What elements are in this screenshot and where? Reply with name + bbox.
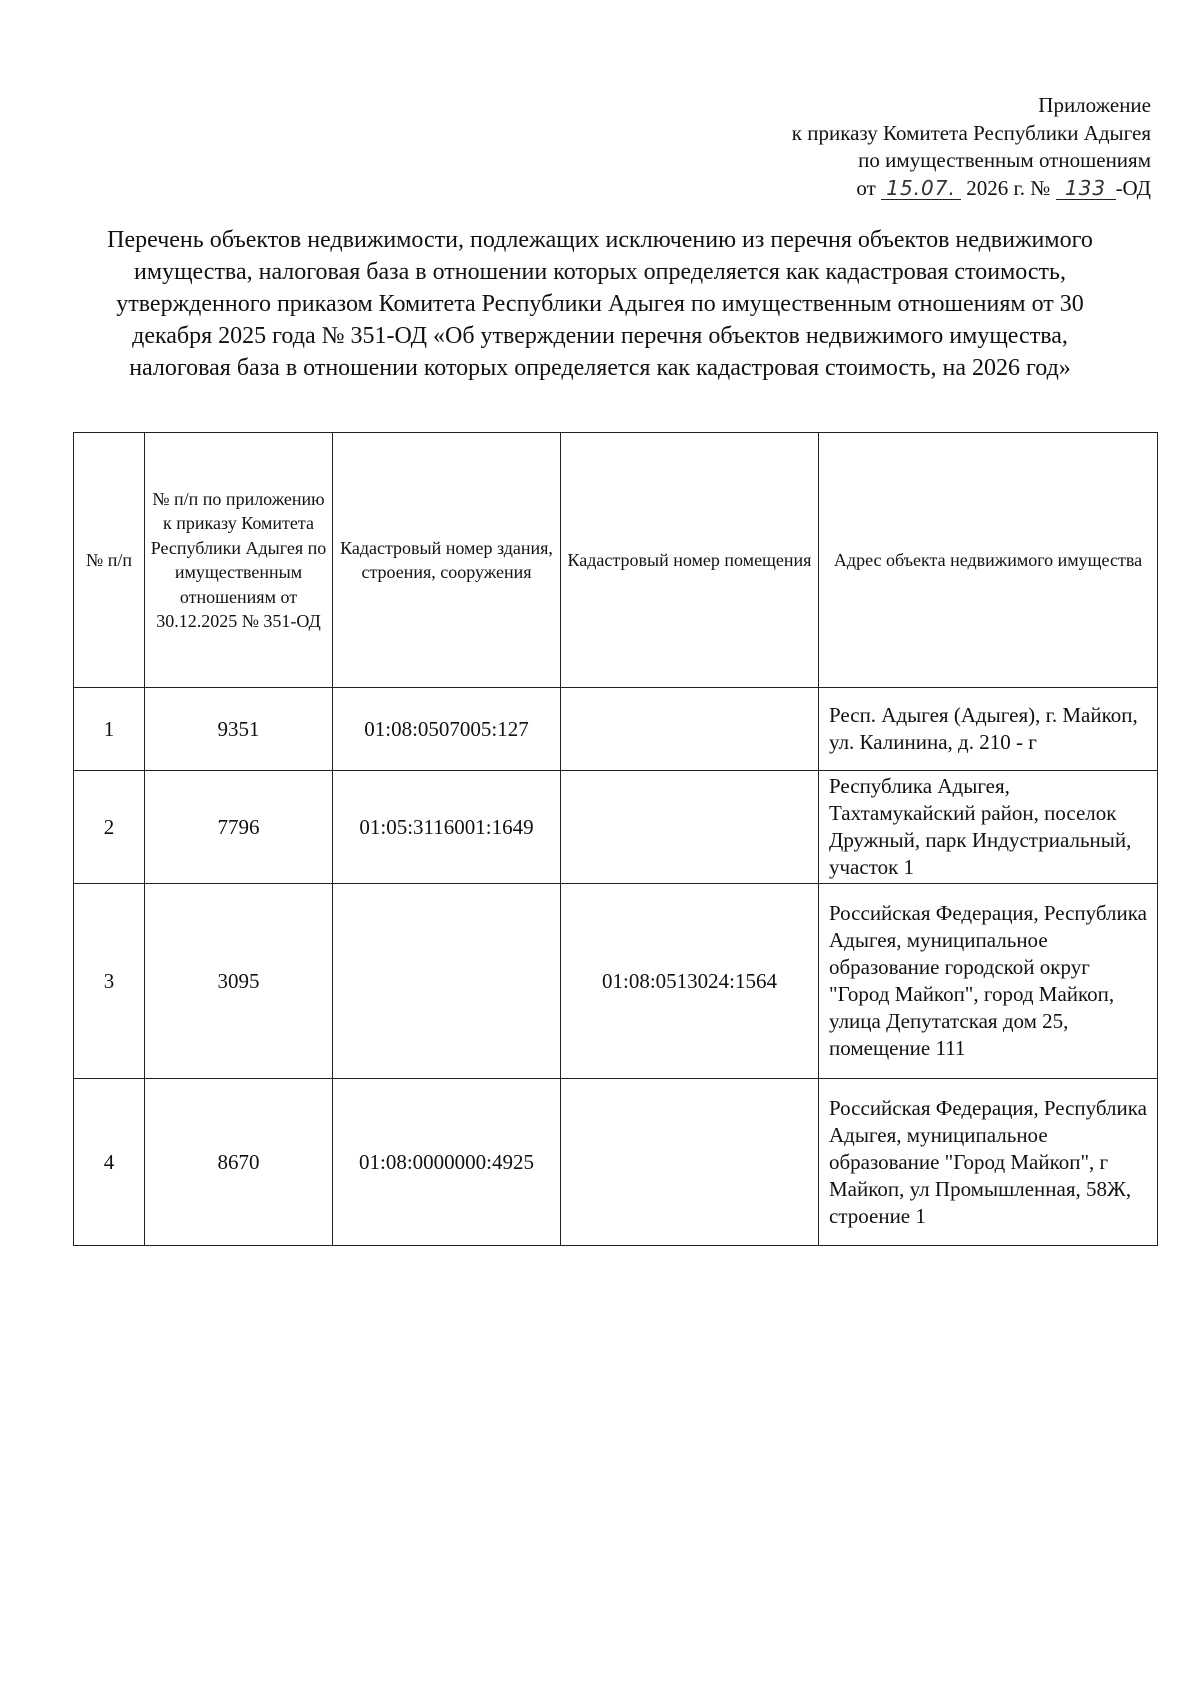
appendix-date-line: [631, 175, 1151, 203]
cell-appendix-number: 7796: [145, 771, 333, 884]
header-building-cadastral: Кадастровый номер здания, строения, сооружения: [333, 433, 561, 688]
header-row-number: № п/п: [74, 433, 145, 688]
header-appendix-number: № п/п по приложению к приказу Комитета Республики Адыгея по имущественным отношениям от 30.12.2025 № 351-ОД: [145, 433, 333, 688]
cell-row-number: 2: [74, 771, 145, 884]
cell-building-cadastral: 01:08:0507005:127: [333, 688, 561, 771]
table-row: [74, 771, 1158, 884]
cell-room-cadastral: [561, 1079, 819, 1246]
cell-appendix-number: 9351: [145, 688, 333, 771]
order-number-suffix: -ОД: [1115, 175, 1151, 200]
cell-appendix-number: 8670: [145, 1079, 333, 1246]
date-prefix: от: [856, 175, 876, 200]
table-row: [74, 1079, 1158, 1246]
document-title: Перечень объектов недвижимости, подлежащих исключению из перечня объектов недвижимого имущества, налоговая база в отношении которых определяется как кадастровая стоимость, утвержденного приказом Комитета Республики Адыгея по имущественным отношениям от 30 декабря 2025 года № 351-ОД «Об утверждении перечня объектов недвижимого имущества, налоговая база в отношении которых определяется как кадастровая стоимость, на 2026 год»: [107, 227, 1093, 381]
cell-row-number: 4: [74, 1079, 145, 1246]
cell-building-cadastral: 01:05:3116001:1649: [333, 771, 561, 884]
cell-address: Республика Адыгея, Тахтамукайский район, поселок Дружный, парк Индустриальный, участок 1: [819, 771, 1158, 884]
handwritten-order-number: 133: [1056, 177, 1116, 200]
table-row: [74, 688, 1158, 771]
date-year: 2026 г. №: [966, 175, 1051, 200]
header-address: Адрес объекта недвижимого имущества: [819, 433, 1158, 688]
appendix-heading: Приложение: [1038, 93, 1151, 117]
table-header-row: [74, 433, 1158, 688]
header-room-cadastral: Кадастровый номер помещения: [561, 433, 819, 688]
cell-row-number: 3: [74, 884, 145, 1079]
cell-appendix-number: 3095: [145, 884, 333, 1079]
cell-address: Респ. Адыгея (Адыгея), г. Майкоп, ул. Калинина, д. 210 - г: [819, 688, 1158, 771]
cell-address: Российская Федерация, Республика Адыгея, муниципальное образование "Город Майкоп", г Майкоп, ул Промышленная, 58Ж, строение 1: [819, 1079, 1158, 1246]
cell-building-cadastral: [333, 884, 561, 1079]
cell-room-cadastral: [561, 688, 819, 771]
cell-address: Российская Федерация, Республика Адыгея, муниципальное образование городской округ "Город Майкоп", город Майкоп, улица Депутатская дом 25, помещение 111: [819, 884, 1158, 1079]
table-row: [74, 884, 1158, 1079]
cell-room-cadastral: 01:08:0513024:1564: [561, 884, 819, 1079]
appendix-block: [631, 92, 1151, 202]
objects-table: [73, 432, 1158, 1246]
appendix-committee-line: по имущественным отношениям: [858, 148, 1151, 172]
cell-building-cadastral: 01:08:0000000:4925: [333, 1079, 561, 1246]
handwritten-date: 15.07.: [881, 177, 961, 200]
cell-room-cadastral: [561, 771, 819, 884]
appendix-order-line: к приказу Комитета Республики Адыгея: [791, 120, 1151, 145]
cell-row-number: 1: [74, 688, 145, 771]
